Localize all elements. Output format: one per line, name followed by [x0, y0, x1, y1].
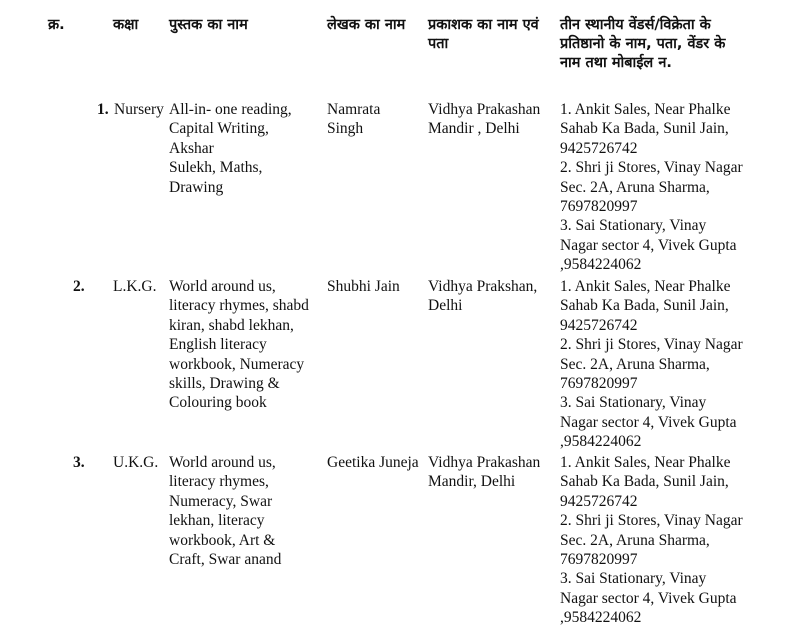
row-class: U.K.G.	[113, 454, 159, 471]
header-sr-no: क्र.	[48, 17, 65, 33]
row-author: Geetika Juneja	[327, 454, 419, 471]
header-publisher: प्रकाशक का नाम एवं पता	[428, 17, 539, 52]
row-publisher: Vidhya Prakashan Mandir , Delhi	[428, 101, 541, 138]
row-sr-no: 1.	[97, 101, 109, 118]
row-sr-no: 3.	[73, 454, 85, 471]
row-author: Namrata Singh	[327, 101, 381, 138]
row-book-name: All-in- one reading, Capital Writing, Akshar Sulekh, Maths, Drawing	[169, 101, 292, 196]
row-vendors: 1. Ankit Sales, Near Phalke Sahab Ka Bada, Sunil Jain, 9425726742 2. Shri ji Stores, Vinay Nagar Sec. 2A, Aruna Sharma, 7697820997 3. Sai Stationary, Vinay Nagar sector 4, Vivek Gupta ,9584224062	[560, 454, 743, 627]
row-class: L.K.G.	[113, 278, 157, 295]
row-author: Shubhi Jain	[327, 278, 400, 295]
row-book-name: World around us, literacy rhymes, shabd kiran, shabd lekhan, English literacy workbook, Numeracy skills, Drawing & Colouring book	[169, 278, 309, 412]
row-vendors: 1. Ankit Sales, Near Phalke Sahab Ka Bada, Sunil Jain, 9425726742 2. Shri ji Stores, Vinay Nagar Sec. 2A, Aruna Sharma, 7697820997 3. Sai Stationary, Vinay Nagar sector 4, Vivek Gupta ,9584224062	[560, 278, 743, 451]
header-author: लेखक का नाम	[327, 17, 406, 33]
header-vendors: तीन स्थानीय वेंडर्स/विक्रेता के प्रतिष्ठानो के नाम, पता, वेंडर के नाम तथा मोबाईल न.	[560, 17, 726, 71]
row-vendors: 1. Ankit Sales, Near Phalke Sahab Ka Bada, Sunil Jain, 9425726742 2. Shri ji Stores, Vinay Nagar Sec. 2A, Aruna Sharma, 7697820997 3. Sai Stationary, Vinay Nagar sector 4, Vivek Gupta ,9584224062	[560, 101, 743, 274]
row-book-name: World around us, literacy rhymes, Numeracy, Swar lekhan, literacy workbook, Art & Craft, Swar anand	[169, 454, 282, 569]
header-class: कक्षा	[113, 17, 139, 33]
row-sr-no: 2.	[73, 278, 85, 295]
header-book-name: पुस्तक का नाम	[169, 17, 248, 33]
row-publisher: Vidhya Prakshan, Delhi	[428, 278, 538, 315]
row-class: Nursery	[114, 101, 164, 118]
row-publisher: Vidhya Prakashan Mandir, Delhi	[428, 454, 541, 491]
